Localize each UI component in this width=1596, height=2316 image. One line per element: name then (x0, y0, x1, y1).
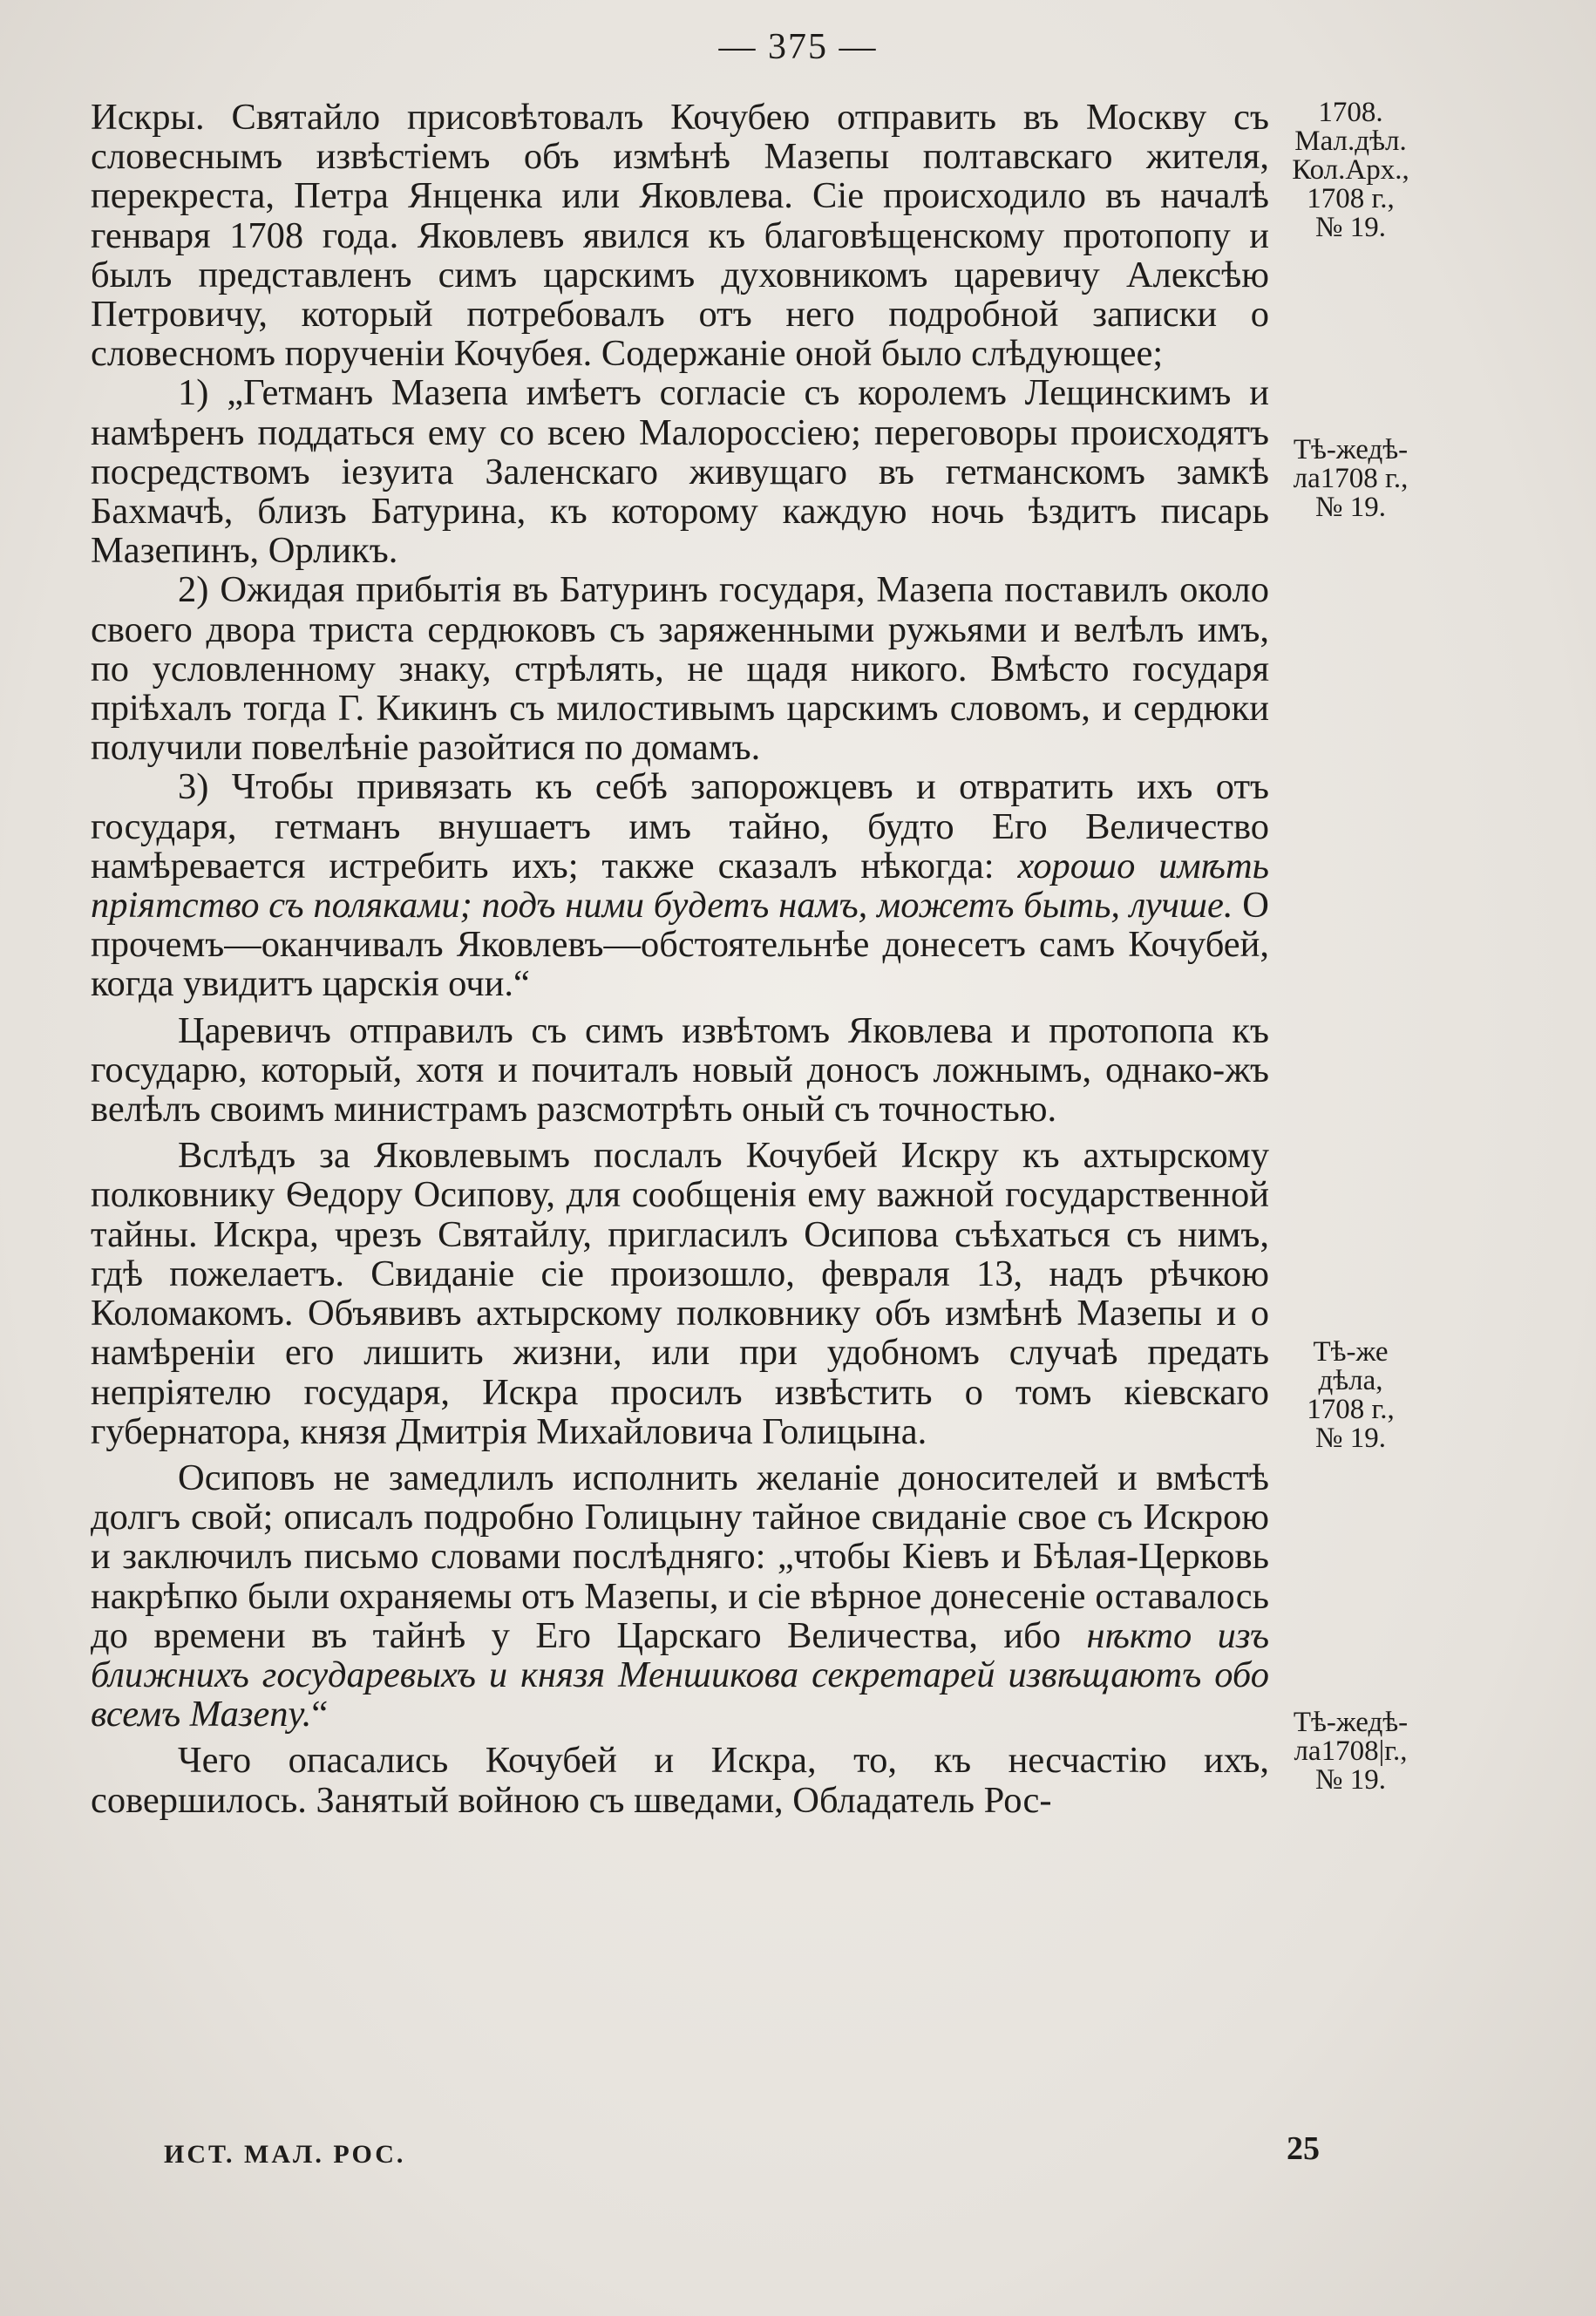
paragraph-4 (91, 767, 1269, 1003)
margin-note-1: 1708. Мал.дѣл. Кол.Арх., 1708 г., № 19. (1292, 97, 1409, 243)
paragraph-6: Вслѣдъ за Яковлевымъ послалъ Кочубей Искру къ ахтырскому полковнику Ѳедору Осипову, для сообщенія ему важной государственной тайны. Искра, чрезъ Святайлу, пригласилъ Осипова съѣхаться съ нимъ, гдѣ пожелаетъ. Свиданіе сіе произошло, февраля 13, надъ рѣчкою Коломакомъ. Объявивъ ахтырскому полковнику объ измѣнѣ Мазепы и о намѣреніи его лишить жизни, или при удобномъ случаѣ предать непріятелю государя, Искра просилъ извѣстить о томъ кіевскаго губернатора, князя Дмитрія Михайловича Голицына. (91, 1135, 1269, 1452)
margin-note-3: Тѣ-же дѣла, 1708 г., № 19. (1307, 1336, 1395, 1454)
paragraph-5: Царевичъ отправилъ съ симъ извѣтомъ Яковлева и протопопа къ государю, который, хотя и почиталъ новый доносъ ложнымъ, однако-жъ велѣлъ своимъ министрамъ разсмотрѣть оный съ точностью. (91, 1009, 1269, 1131)
page-number: — 375 — (718, 27, 878, 67)
paragraph-2: 1) „Гетманъ Мазепа имѣетъ согласіе съ королемъ Лещинскимъ и намѣренъ поддаться ему со всею Малороссіею; переговоры происходятъ посредствомъ іезуита Заленскаго живущаго въ гетманскомъ замкѣ Бахмачѣ, близъ Батурина, къ которому каждую ночь ѣздитъ писарь Мазепинъ, Орликъ. (91, 372, 1269, 572)
sheet-number: 25 (1287, 2130, 1320, 2167)
printer-signature: ИСТ. МАЛ. РОС. (164, 2140, 406, 2169)
margin-note-4: Тѣ-жедѣ- ла1708|г., № 19. (1293, 1707, 1409, 1796)
paragraph-7-quote: нѣкто изъ ближнихъ государевыхъ и князя Меншикова секретарей извѣщаютъ обо всемъ Мазепу. (91, 1614, 1270, 1735)
margin-note-2: Тѣ-жедѣ- ла1708 г., № 19. (1293, 434, 1409, 523)
paragraph-7-end: “ (311, 1694, 329, 1735)
paragraph-4-start: 3) Чтобы привязать къ себѣ запорожцевъ и отвратить ихъ отъ государя, гетманъ внушаетъ имъ тайно, будто Его Величество намѣревается истребить ихъ; также сказалъ нѣкогда: (91, 766, 1269, 886)
main-text (91, 98, 1269, 1820)
paragraph-1: Искры. Святайло присовѣтовалъ Кочубею отправить въ Москву съ словеснымъ извѣстіемъ объ измѣнѣ Мазепы полтавскаго жителя, перекреста, Петра Янценка или Яковлева. Сіе происходило въ началѣ генваря 1708 года. Яковлевъ явился къ благовѣщенскому протопопу и былъ представленъ симъ царскимъ духовникомъ царевичу Алексѣю Петровичу, который потребовалъ отъ него подробной записки о словесномъ порученіи Кочубея. Содержаніе оной было слѣдующее; (91, 97, 1269, 375)
paragraph-3: 2) Ожидая прибытія въ Батуринъ государя, Мазепа поставилъ около своего двора триста сердюковъ съ заряженными ружьями и велѣлъ имъ, по условленному знаку, стрѣлять, не щадя никого. Вмѣсто государя пріѣхалъ тогда Г. Кикинъ съ милостивымъ царскимъ словомъ, и сердюки получили повелѣніе разойтися по домамъ. (91, 569, 1269, 769)
paragraph-4-end: О прочемъ—оканчивалъ Яковлевъ—обстоятельнѣе донесетъ самъ Кочубей, когда увидитъ царскія очи.“ (91, 885, 1269, 1005)
paragraph-8: Чего опасались Кочубей и Искра, то, къ несчастію ихъ, совершилось. Занятый войною съ шведами, Обладатель Рос- (91, 1740, 1269, 1821)
paragraph-7 (91, 1458, 1269, 1734)
paragraph-7-start: Осиповъ не замедлилъ исполнить желаніе доносителей и вмѣстѣ долгъ свой; описалъ подробно Голицыну тайное свиданіе свое съ Искрою и заключилъ письмо словами послѣдняго: „чтобы Кіевъ и Бѣлая-Церковь накрѣпко были охраняемы отъ Мазепы, и сіе вѣрное донесеніе оставалось до времени въ тайнѣ у Его Царскаго Величества, ибо (91, 1457, 1269, 1656)
paragraph-4-quote: хорошо имѣть пріятство съ поляками; подъ ними будетъ намъ, можетъ быть, лучше. (91, 845, 1270, 927)
